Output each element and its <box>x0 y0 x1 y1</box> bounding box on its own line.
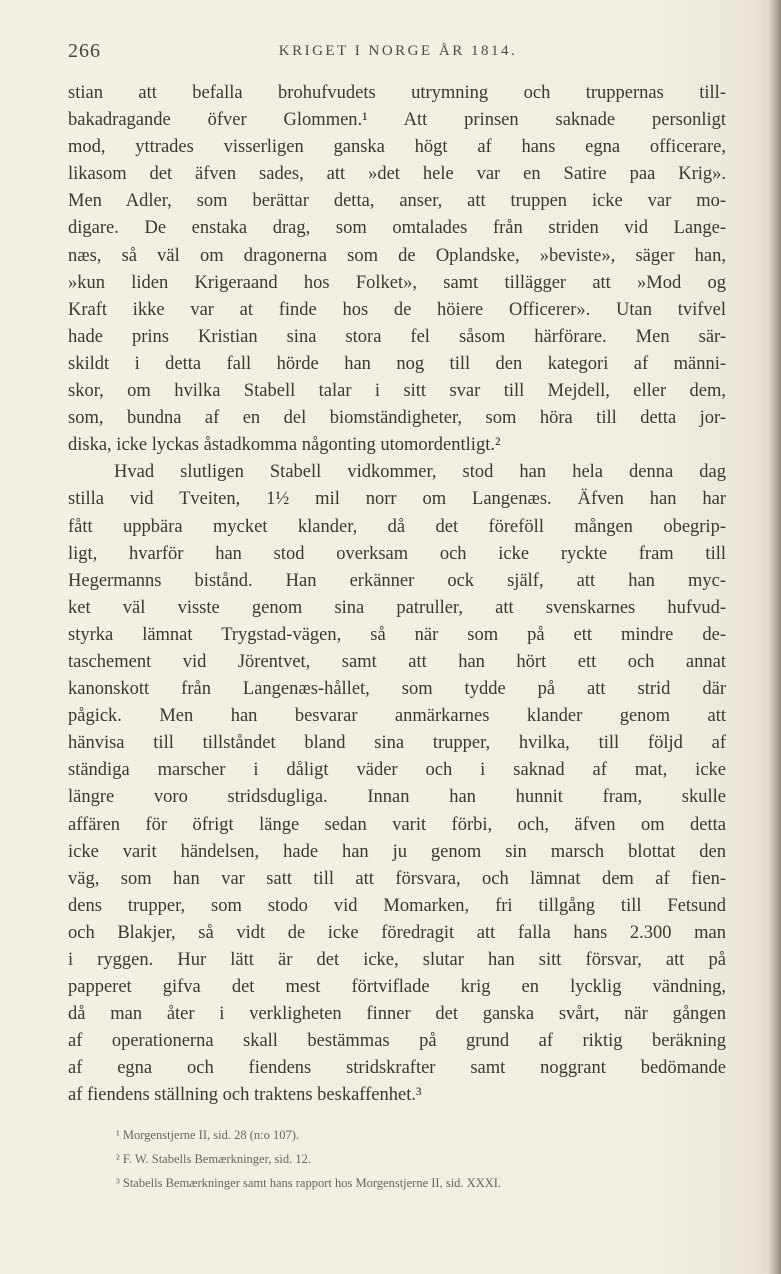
text-line: ständiga marscher i dåligt väder och i saknad af mat, icke <box>68 760 726 781</box>
text-line: diska, icke lyckas åstadkomma någonting utomordentligt.² <box>68 435 501 456</box>
text-line: då man åter i verkligheten finner det ganska svårt, när gången <box>68 1004 726 1025</box>
text-line: af fiendens ställning och traktens beskaffenhet.³ <box>68 1085 422 1106</box>
text-line: skildt i detta fall hörde han nog till den kategori af männi- <box>68 353 726 374</box>
text-line: papperet gifva det mest förtviflade krig en lycklig vändning, <box>68 977 726 998</box>
text-line: längre voro stridsdugliga. Innan han hunnit fram, skulle <box>68 787 726 808</box>
text-line: stilla vid Tveiten, 1½ mil norr om Langenæs. Äfven han har <box>68 489 726 510</box>
footnote: ¹ Morgenstjerne II, sid. 28 (n:o 107). <box>116 1128 300 1142</box>
page-number: 266 <box>68 40 101 62</box>
text-line: ligt, hvarför han stod overksam och icke ryckte fram till <box>68 543 726 564</box>
text-line: »kun liden Krigeraand hos Folket», samt tillägger att »Mod og <box>68 272 726 293</box>
book-spine-edge <box>767 0 781 1274</box>
text-line: Kraft ikke var at finde hos de höiere Officerer». Utan tvifvel <box>68 299 726 320</box>
footnotes <box>116 1123 756 1195</box>
text-line: styrka lämnat Trygstad-vägen, så när som på ett mindre de- <box>68 624 726 645</box>
text-line: väg, som han var satt till att försvara, och lämnat dem af fien- <box>68 868 726 889</box>
text-line: Men Adler, som berättar detta, anser, att truppen icke var mo- <box>68 191 726 212</box>
text-line: kanonskott från Langenæs-hållet, som tydde på att strid där <box>68 679 726 700</box>
text-line: och Blakjer, så vidt de icke föredragit att falla hans 2.300 man <box>68 922 726 943</box>
text-line: i ryggen. Hur lätt är det icke, slutar han sitt försvar, att på <box>68 950 726 970</box>
text-line: skor, om hvilka Stabell talar i sitt svar till Mejdell, eller dem, <box>68 381 726 402</box>
text-line: Hvad slutligen Stabell vidkommer, stod han hela denna dag <box>114 462 726 483</box>
text-line: Hegermanns bistånd. Han erkänner ock själf, att han myc- <box>68 570 726 591</box>
running-title: KRIGET I NORGE ÅR 1814. <box>278 43 518 59</box>
text-line: hänvisa till tillståndet bland sina trupper, hvilka, till följd af <box>68 733 726 754</box>
body-text <box>68 80 726 1110</box>
page-header <box>68 40 728 66</box>
text-line: digare. De enstaka drag, som omtalades från striden vid Lange- <box>68 218 726 239</box>
text-line: likasom det äfven sades, att »det hele var en Satire paa Krig». <box>68 164 726 185</box>
text-line: næs, så väl om dragonerna som de Oplandske, »beviste», säger han, <box>68 245 726 266</box>
text-line: fått uppbära mycket klander, då det föreföll mången obegrip- <box>68 516 726 537</box>
footnote: ² F. W. Stabells Bemærkninger, sid. 12. <box>116 1152 311 1166</box>
text-line: stian att befalla brohufvudets utrymning och truppernas till- <box>68 83 726 103</box>
text-line: mod, yttrades visserligen ganska högt af hans egna officerare, <box>68 137 726 158</box>
text-line: pågick. Men han besvarar anmärkarnes klander genom att <box>68 706 726 727</box>
text-line: dens trupper, som stodo vid Momarken, fri tillgång till Fetsund <box>68 895 726 916</box>
text-line: affären för öfrigt länge sedan varit förbi, och, äfven om detta <box>68 814 726 835</box>
text-line: bakadragande öfver Glommen.¹ Att prinsen saknade personligt <box>68 110 726 131</box>
text-line: af operationerna skall bestämmas på grund af riktig beräkning <box>68 1031 726 1052</box>
text-line: som, bundna af en del biomständigheter, som höra till detta jor- <box>68 408 726 429</box>
text-line: ket väl visste genom sina patruller, att svenskarnes hufvud- <box>68 597 726 618</box>
text-line: taschement vid Jörentvet, samt att han hört ett och annat <box>68 651 726 672</box>
text-line: af egna och fiendens stridskrafter samt noggrant bedömande <box>68 1058 726 1079</box>
footnote: ³ Stabells Bemærkninger samt hans rapport hos Morgenstjerne II, sid. XXXI. <box>116 1176 502 1190</box>
text-line: hade prins Kristian sina stora fel såsom härförare. Men sär- <box>68 326 726 347</box>
text-line: icke varit händelsen, hade han ju genom sin marsch blottat den <box>68 841 726 862</box>
